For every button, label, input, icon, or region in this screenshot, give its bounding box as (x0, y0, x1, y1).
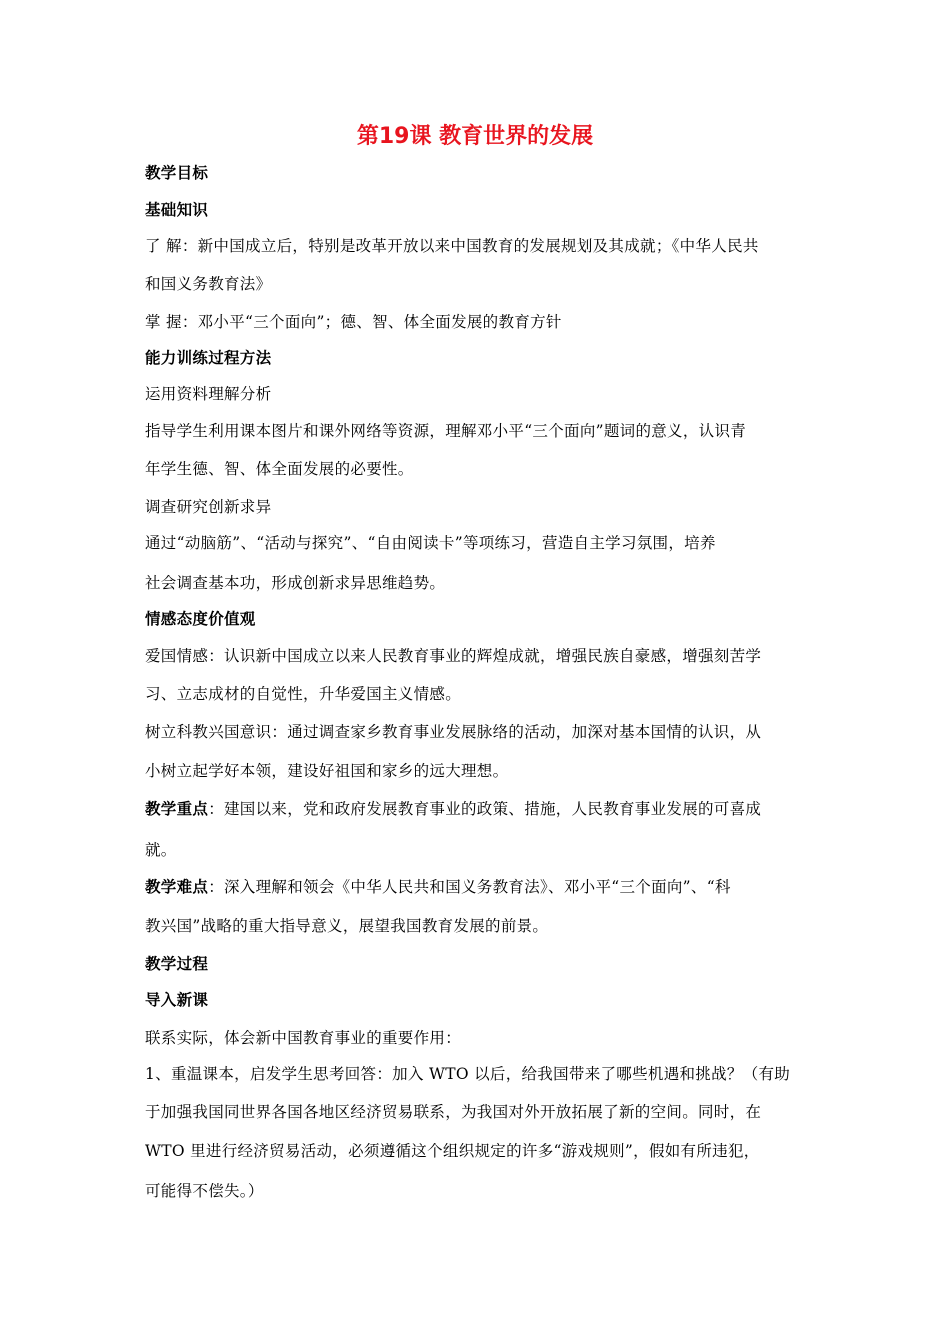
body-line: 习、立志成材的自觉性，升华爱国主义情感。 (145, 685, 462, 703)
section-heading: 教学目标 (145, 164, 209, 182)
body-line: 指导学生利用课本图片和课外网络等资源，理解邓小平“三个面向”题词的意义，认识青 (145, 422, 747, 440)
body-line: 小树立起学好本领，建设好祖国和家乡的远大理想。 (145, 762, 509, 780)
body-line: 运用资料理解分析 (145, 385, 272, 403)
body-line: 教兴国”战略的重大指导意义，展望我国教育发展的前景。 (145, 917, 549, 935)
body-line: 和国义务教育法》 (145, 275, 272, 293)
body-line: 社会调查基本功，形成创新求异思维趋势。 (145, 574, 446, 592)
section-heading: 教学过程 (145, 955, 209, 973)
difficulty-text: ：深入理解和领会《中华人民共和国义务教育法》、邓小平“三个面向”、“科 (208, 878, 731, 896)
body-line: 年学生德、智、体全面发展的必要性。 (145, 460, 414, 478)
key-point-label: 教学重点 (145, 800, 209, 818)
section-heading: 导入新课 (145, 991, 209, 1009)
section-heading: 能力训练过程方法 (145, 349, 272, 367)
body-line: 于加强我国同世界各国各地区经济贸易联系，为我国对外开放拓展了新的空间。同时，在 (145, 1103, 762, 1121)
difficulty-line (145, 876, 815, 898)
body-line: 调查研究创新求异 (145, 498, 272, 516)
body-line: 掌 握：邓小平“三个面向”；德、智、体全面发展的教育方针 (145, 313, 562, 331)
body-line: 联系实际，体会新中国教育事业的重要作用： (145, 1029, 462, 1047)
section-heading: 基础知识 (145, 201, 209, 219)
key-point-text: ：建国以来，党和政府发展教育事业的政策、措施，人民教育事业发展的可喜成 (208, 800, 762, 818)
key-point-line (145, 798, 815, 820)
body-line: WTO 里进行经济贸易活动，必须遵循这个组织规定的许多“游戏规则”，假如有所违犯， (145, 1142, 760, 1160)
body-line: 爱国情感：认识新中国成立以来人民教育事业的辉煌成就，增强民族自豪感，增强刻苦学 (145, 647, 762, 665)
page-title: 第19课 教育世界的发展 (356, 124, 594, 149)
body-line: 了 解：新中国成立后，特别是改革开放以来中国教育的发展规划及其成就；《中华人民共 (145, 237, 759, 255)
difficulty-label: 教学难点 (145, 878, 209, 896)
body-line: 可能得不偿失。） (145, 1182, 264, 1200)
body-line: 通过“动脑筋”、“活动与探究”、“自由阅读卡”等项练习，营造自主学习氛围，培养 (145, 534, 716, 552)
body-line: 树立科教兴国意识：通过调查家乡教育事业发展脉络的活动，加深对基本国情的认识，从 (145, 723, 762, 741)
section-heading: 情感态度价值观 (145, 610, 256, 628)
body-line: 1、重温课本，启发学生思考回答：加入 WTO 以后，给我国带来了哪些机遇和挑战？（有助 (145, 1065, 791, 1083)
body-line: 就。 (145, 841, 177, 859)
